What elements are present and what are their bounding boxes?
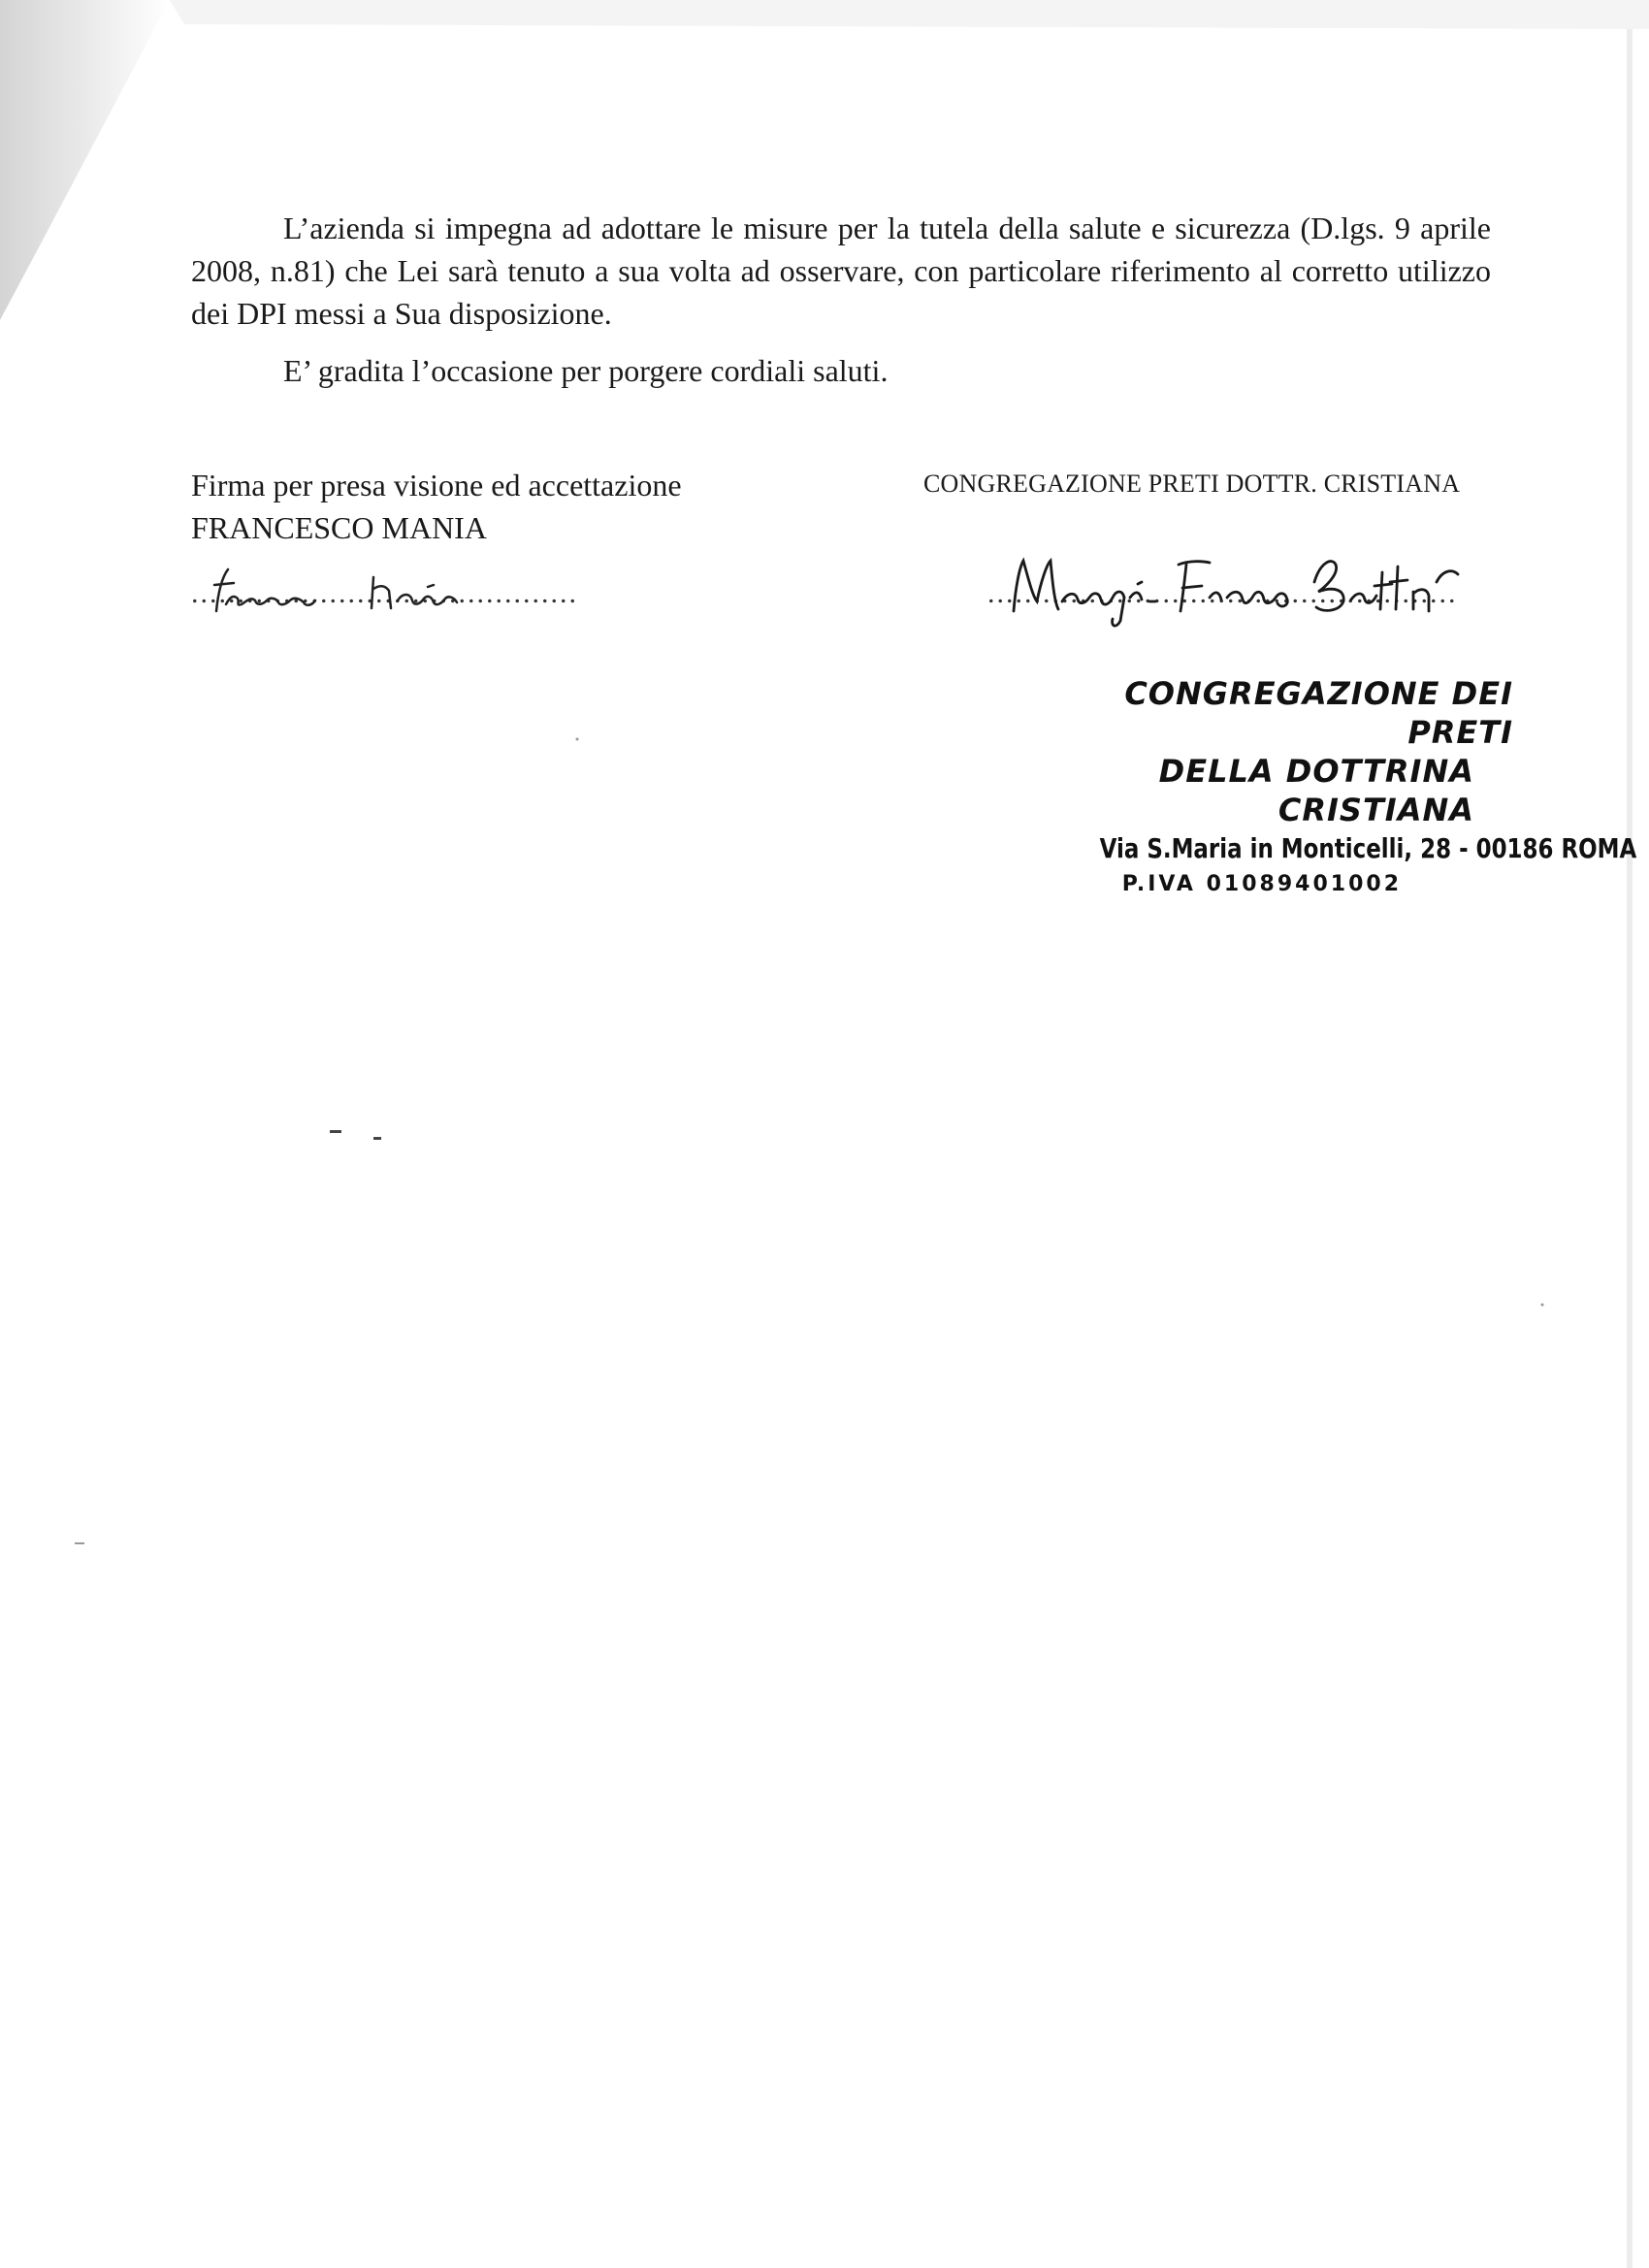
stamp-line-2: DELLA DOTTRINA CRISTIANA xyxy=(1158,753,1474,828)
closing-paragraph: E’ gradita l’occasione per porgere cordiali saluti. xyxy=(283,353,889,388)
signature-line-left: .......................................... xyxy=(191,577,578,609)
safety-paragraph: L’azienda si impegna ad adottare le misure per la tutela della salute e sicurezza (D.lgs. 9 aprile 2008, n.81) che Lei sarà tenuto a sua volta ad osservare, con particolare riferimento al corretto utilizzo dei DPI messi a Sua disposizione. xyxy=(191,211,1491,331)
employee-name: FRANCESCO MANIA xyxy=(191,510,487,545)
signature-line-right: ................................................... xyxy=(987,577,1458,609)
employer-name: CONGREGAZIONE PRETI DOTTR. CRISTIANA xyxy=(923,470,1461,498)
stamp-line-4: P.IVA 01089401002 xyxy=(1121,872,1402,896)
stamp-line-3: Via S.Maria in Monticelli, 28 - 00186 ROMA xyxy=(1099,832,1637,864)
acceptance-label: Firma per presa visione ed accettazione xyxy=(191,468,682,502)
stamp-line-1: CONGREGAZIONE DEI PRETI xyxy=(1124,675,1513,751)
